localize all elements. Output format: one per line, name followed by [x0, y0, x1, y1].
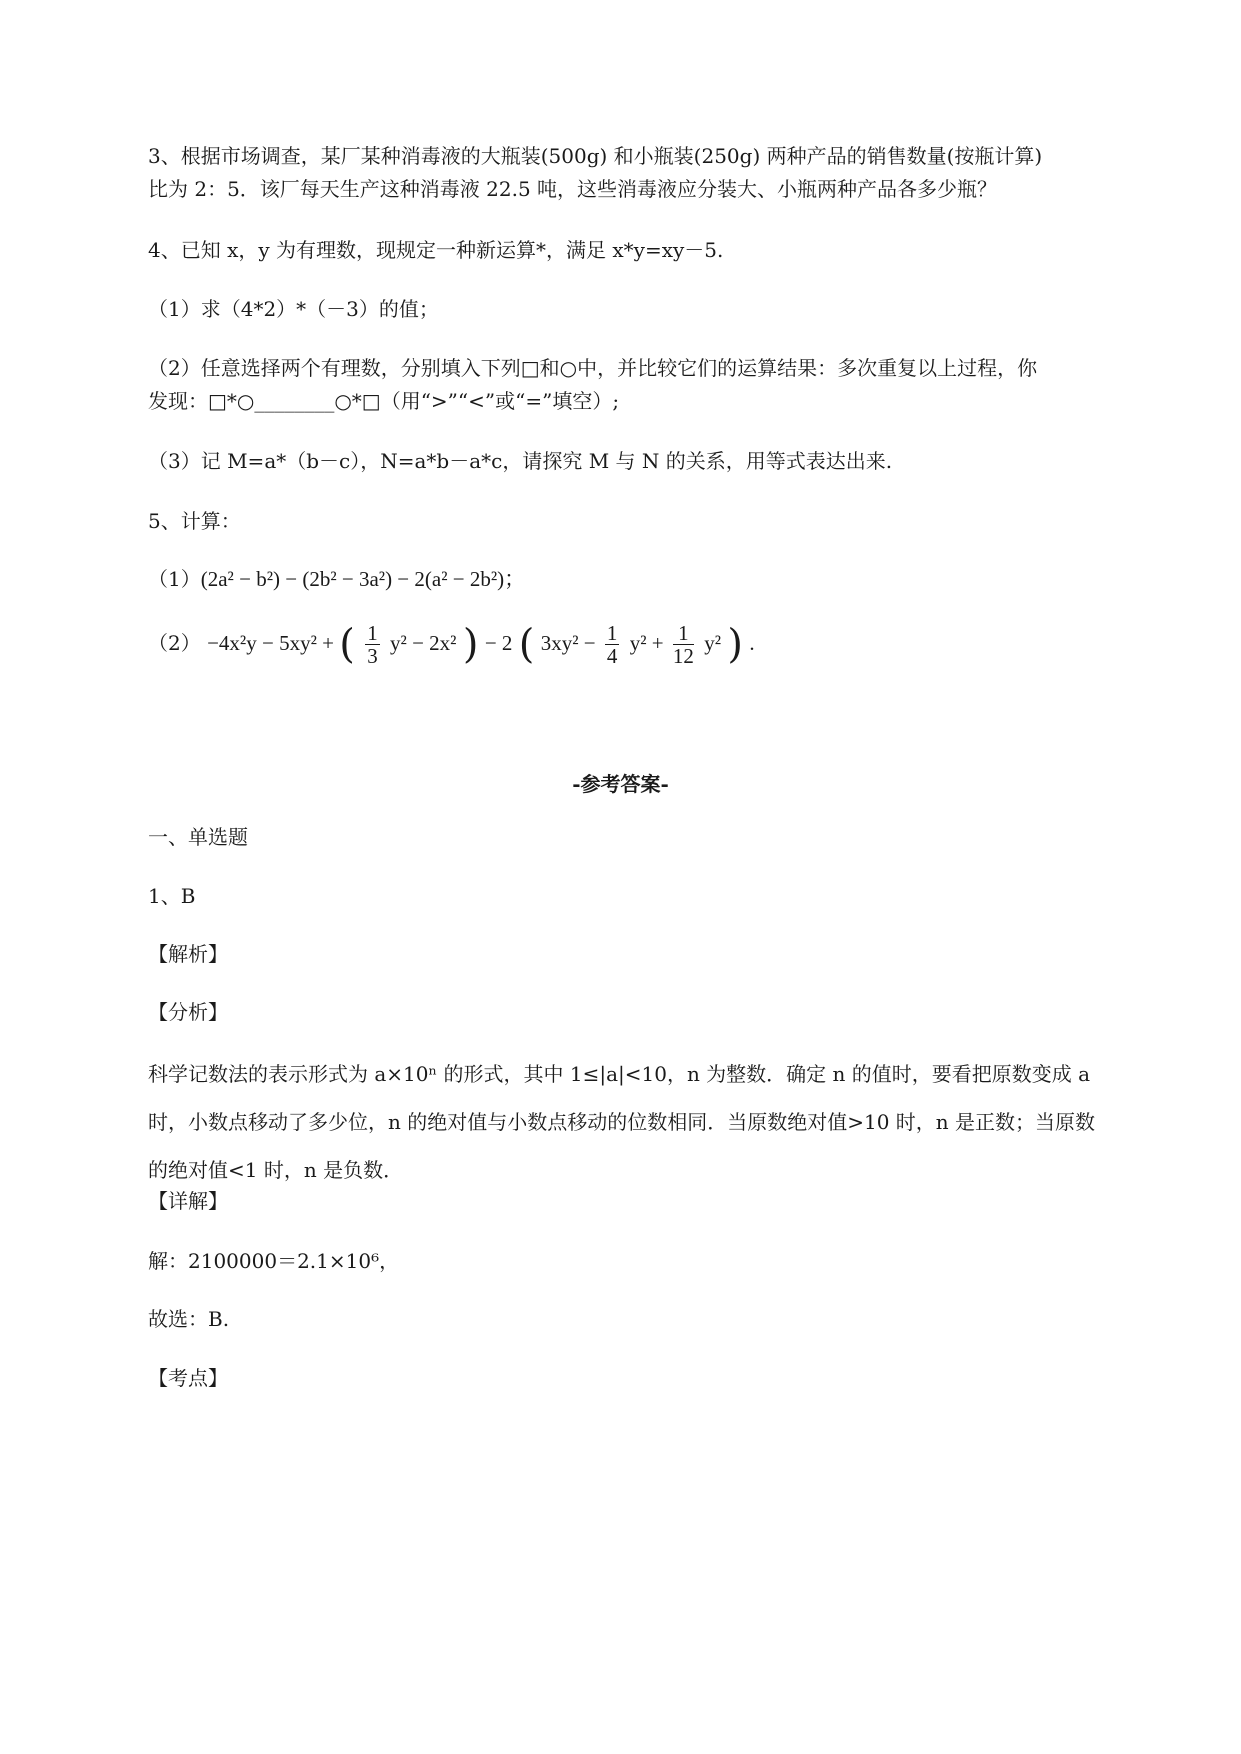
question-3-line-2: 比为 2：5．该厂每天生产这种消毒液 22.5 吨，这些消毒液应分装大、小瓶两种产品各多少瓶？ — [148, 177, 998, 201]
part-2-end: . — [749, 631, 755, 655]
question-3-line-1: 3、根据市场调查，某厂某种消毒液的大瓶装(500g) 和小瓶装(250g) 两种产品的销售数量(按瓶计算) — [148, 144, 1043, 168]
part-2-term-b: y² − 2x² — [390, 631, 457, 655]
choice-line: 故选：B. — [148, 1307, 230, 1331]
answer-1: 1、B — [148, 884, 196, 908]
question-4-part-3: （3）记 M=a*（b－c），N=a*b－a*c，请探究 M 与 N 的关系，用等式表达出来. — [148, 449, 893, 473]
question-5-part-1 — [148, 565, 1148, 593]
analysis-paragraph: 科学记数法的表示形式为 a×10ⁿ 的形式，其中 1≤|a|<10，n 为整数．确定 n 的值时，要看把原数变成 a 时，小数点移动了多少位，n 的绝对值与小数点移动的位数相同．当原数绝对值>10 时，n 是正数；当原数的绝对值<1 时，n 是负数． — [148, 1062, 1096, 1182]
question-4-part-1: （1）求（4*2）*（－3）的值； — [148, 297, 439, 321]
label-fenxi: 【分析】 — [148, 1000, 228, 1024]
part-2-term-c: − 2 — [484, 631, 513, 655]
part-2-term-f: y² — [704, 631, 722, 655]
question-5-stem: 5、计算： — [148, 509, 241, 533]
part-2-label: （2） — [148, 631, 201, 655]
part-1-label: （1） — [148, 567, 201, 591]
fraction-one-twelfth: $\frac{1}{12}$ — [672, 621, 694, 668]
part-2-term-d: 3xy² − — [540, 631, 601, 655]
label-xiangjie: 【详解】 — [148, 1189, 228, 1213]
question-4-part-2-line-2: 发现：□*○________○*□（用“>”“<”或“=”填空）; — [148, 389, 620, 413]
label-jiexi: 【解析】 — [148, 942, 228, 966]
right-paren-2: ) — [727, 621, 743, 668]
part-2-term-e: y² + — [629, 631, 669, 655]
solution-line: 解：2100000＝2.1×10⁶， — [148, 1249, 400, 1273]
left-paren-2: ( — [518, 621, 535, 668]
fraction-one-fourth: $\frac{1}{4}$ — [606, 621, 618, 668]
part-1-expression: (2a² − b²) − (2b² − 3a²) − 2(a² − 2b²)； — [200, 567, 526, 591]
left-paren: ( — [339, 621, 355, 668]
question-4-stem: 4、已知 x，y 为有理数，现规定一种新运算*，满足 x*y=xy－5. — [148, 238, 724, 262]
right-paren: ) — [462, 621, 479, 668]
part-2-term-a: −4x²y − 5xy² + — [207, 631, 340, 655]
question-5-part-2 — [148, 622, 1148, 682]
answer-key-title: -参考答案- — [572, 772, 669, 796]
fraction-one-third: $\frac{1}{3}$ — [367, 621, 378, 668]
question-4-part-2-line-1: （2）任意选择两个有理数，分别填入下列□和○中，并比较它们的运算结果：多次重复以上过程，你 — [148, 356, 1038, 380]
label-kaodian: 【考点】 — [148, 1366, 228, 1390]
section-heading: 一、单选题 — [148, 825, 248, 849]
